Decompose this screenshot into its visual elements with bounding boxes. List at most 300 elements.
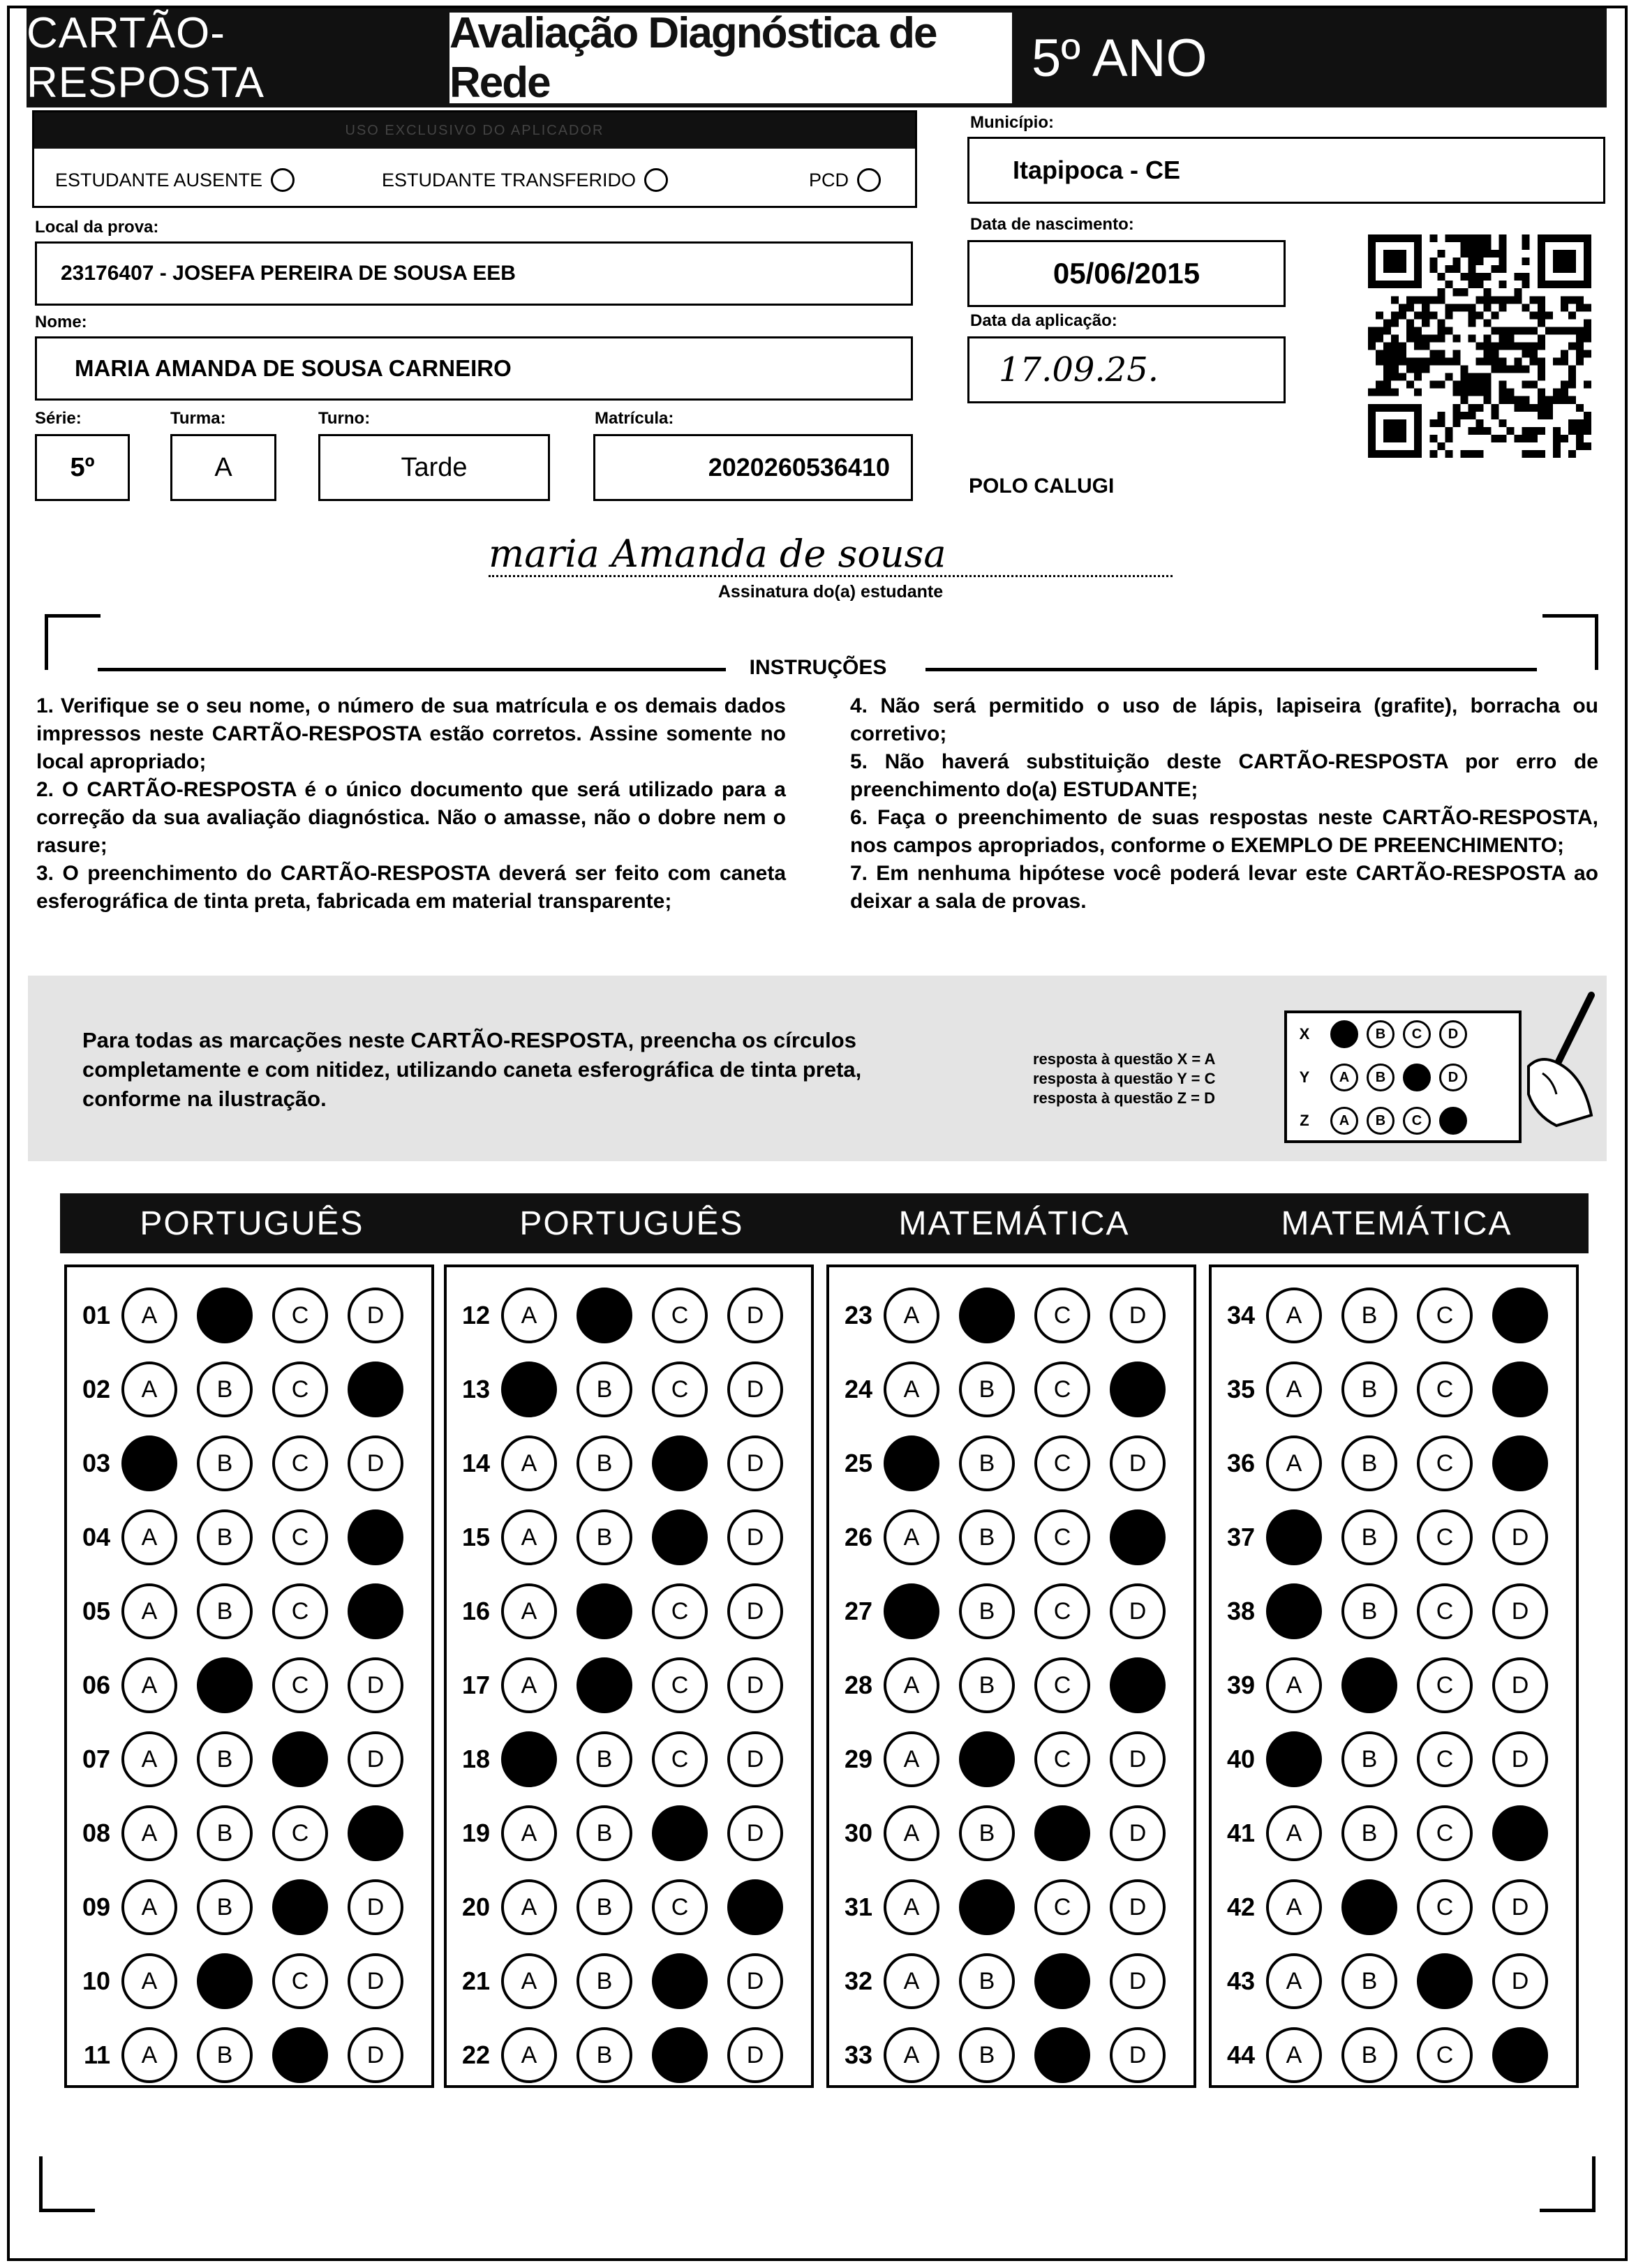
header-exam-name: Avaliação Diagnóstica de Rede: [449, 13, 1012, 103]
question-number: 15: [461, 1523, 490, 1551]
answer-bubble-a[interactable]: A: [121, 1361, 177, 1417]
answer-bubble-b[interactable]: B: [577, 1805, 632, 1861]
answer-bubble-c[interactable]: C: [272, 1509, 328, 1565]
answer-bubble-c[interactable]: [272, 1731, 328, 1787]
answer-bubble-d[interactable]: [348, 1361, 403, 1417]
answer-bubble-d[interactable]: [348, 1509, 403, 1565]
signature-label: Assinatura do(a) estudante: [717, 582, 944, 602]
answer-bubble-c[interactable]: C: [272, 1953, 328, 2009]
answer-bubble-a[interactable]: A: [121, 1509, 177, 1565]
aplicacao-value: 17.09.25.: [999, 350, 1159, 389]
frame-corner-bl: [39, 2156, 95, 2212]
answer-bubble-d[interactable]: D: [1492, 1879, 1548, 1935]
answer-bubble-a[interactable]: A: [1266, 1805, 1322, 1861]
answer-bubble-a[interactable]: A: [501, 1953, 557, 2009]
example-row-label: Z: [1300, 1112, 1309, 1129]
example-caption-z: resposta à questão Z = D: [1033, 1089, 1216, 1107]
answer-bubble-d[interactable]: D: [727, 1288, 783, 1343]
example-bubble-d: D: [1439, 1020, 1467, 1048]
question-number: 21: [461, 1967, 490, 1995]
answer-bubble-d[interactable]: [1492, 1288, 1548, 1343]
transferred-bubble[interactable]: [644, 168, 668, 192]
instruction-7: 7. Em nenhuma hipótese você poderá levar este CARTÃO-RESPOSTA ao deixar a sala de provas.: [850, 862, 1598, 913]
question-row: [67, 1358, 431, 1421]
question-number: 12: [461, 1301, 490, 1329]
answer-bubble-b[interactable]: B: [197, 1583, 253, 1639]
question-number: 30: [844, 1819, 872, 1847]
question-number: 29: [844, 1745, 872, 1773]
answer-bubble-a[interactable]: A: [121, 1583, 177, 1639]
municipio-value: Itapipoca - CE: [1013, 156, 1181, 184]
answer-bubble-d[interactable]: [1492, 2027, 1548, 2083]
question-number: 06: [82, 1671, 110, 1699]
nome-label: Nome:: [35, 313, 87, 331]
answer-bubble-a[interactable]: A: [121, 1879, 177, 1935]
absent-bubble[interactable]: [271, 168, 295, 192]
question-row: [447, 1654, 811, 1717]
question-number: 14: [461, 1449, 490, 1477]
answer-bubble-a[interactable]: A: [121, 1953, 177, 2009]
answer-bubble-c[interactable]: C: [652, 1879, 708, 1935]
answer-bubble-c[interactable]: C: [1417, 1657, 1473, 1713]
question-number: 44: [1226, 2041, 1255, 2069]
answer-bubble-a[interactable]: A: [501, 1657, 557, 1713]
answer-bubble-b[interactable]: [1341, 1879, 1397, 1935]
question-row: [1212, 1654, 1576, 1717]
answer-bubble-b[interactable]: B: [1341, 1435, 1397, 1491]
answer-bubble-c[interactable]: C: [652, 1361, 708, 1417]
nome-value: MARIA AMANDA DE SOUSA CARNEIRO: [75, 355, 512, 381]
matricula-label: Matrícula:: [595, 409, 674, 428]
question-row: [67, 1950, 431, 2013]
question-row: [67, 1580, 431, 1643]
answer-bubble-d[interactable]: D: [348, 1731, 403, 1787]
question-number: 01: [82, 1301, 110, 1329]
answer-bubble-c[interactable]: C: [272, 1657, 328, 1713]
answer-bubble-c[interactable]: C: [652, 1657, 708, 1713]
question-row: [829, 1802, 1193, 1865]
answer-bubble-b[interactable]: B: [959, 1657, 1015, 1713]
matricula-value: 2020260536410: [708, 453, 890, 482]
answer-bubble-b[interactable]: B: [959, 1435, 1015, 1491]
answer-bubble-d[interactable]: D: [1492, 1657, 1548, 1713]
question-number: 13: [461, 1375, 490, 1403]
answer-bubble-d[interactable]: D: [348, 1288, 403, 1343]
answer-bubble-c[interactable]: C: [272, 1288, 328, 1343]
answer-bubble-a[interactable]: [1266, 1583, 1322, 1639]
question-row: [1212, 2024, 1576, 2087]
question-row: [829, 1950, 1193, 2013]
header-title: CARTÃO-RESPOSTA: [27, 9, 265, 107]
answer-bubble-d[interactable]: D: [1110, 1288, 1166, 1343]
answer-bubble-a[interactable]: [884, 1583, 939, 1639]
answer-bubble-a[interactable]: A: [1266, 1657, 1322, 1713]
answer-bubble-b[interactable]: [577, 1583, 632, 1639]
answer-bubble-c[interactable]: C: [272, 1361, 328, 1417]
answer-bubble-a[interactable]: A: [884, 1657, 939, 1713]
answer-bubble-c[interactable]: [1034, 1953, 1090, 2009]
answer-bubble-a[interactable]: A: [121, 1288, 177, 1343]
example-bubble-a: A: [1330, 1107, 1358, 1135]
question-number: 24: [844, 1375, 872, 1403]
answer-bubble-c[interactable]: [652, 1805, 708, 1861]
answer-bubble-b[interactable]: B: [197, 1435, 253, 1491]
answer-bubble-b[interactable]: B: [959, 1805, 1015, 1861]
question-row: [829, 1432, 1193, 1495]
answer-bubble-a[interactable]: A: [501, 2027, 557, 2083]
answer-bubble-c[interactable]: C: [1417, 2027, 1473, 2083]
answer-bubble-a[interactable]: A: [1266, 1435, 1322, 1491]
answer-bubble-a[interactable]: A: [501, 1879, 557, 1935]
answer-bubble-d[interactable]: D: [1492, 1509, 1548, 1565]
section-title: MATEMÁTICA: [1205, 1193, 1589, 1253]
question-number: 08: [82, 1819, 110, 1847]
answer-bubble-a[interactable]: A: [884, 1361, 939, 1417]
answer-bubble-c[interactable]: C: [272, 1805, 328, 1861]
example-bubble-c: [1403, 1064, 1431, 1091]
answer-bubble-a[interactable]: A: [501, 1509, 557, 1565]
answer-column: [444, 1264, 814, 2088]
instructions-rule-right: [925, 668, 1537, 671]
question-number: 16: [461, 1597, 490, 1625]
answer-bubble-c[interactable]: C: [1034, 1435, 1090, 1491]
absent-option[interactable]: [55, 168, 295, 192]
answer-bubble-d[interactable]: D: [727, 1657, 783, 1713]
answer-bubble-d[interactable]: D: [1492, 1583, 1548, 1639]
question-row: [447, 1728, 811, 1791]
question-row: [829, 1580, 1193, 1643]
answer-bubble-c[interactable]: [652, 1953, 708, 2009]
answer-bubble-a[interactable]: [1266, 1731, 1322, 1787]
answer-bubble-c[interactable]: C: [1417, 1288, 1473, 1343]
answer-bubble-c[interactable]: [652, 2027, 708, 2083]
answer-bubble-d[interactable]: D: [1110, 1731, 1166, 1787]
question-row: [67, 1432, 431, 1495]
answer-bubble-b[interactable]: B: [959, 2027, 1015, 2083]
example-bubble-d: D: [1439, 1064, 1467, 1091]
answer-bubble-d[interactable]: D: [727, 1583, 783, 1639]
nascimento-value: 05/06/2015: [1053, 257, 1200, 290]
question-number: 09: [82, 1893, 110, 1921]
pcd-option[interactable]: [809, 168, 881, 192]
answer-bubble-b[interactable]: B: [197, 1509, 253, 1565]
answer-bubble-d[interactable]: D: [1110, 1953, 1166, 2009]
answer-bubble-b[interactable]: B: [1341, 2027, 1397, 2083]
question-number: 11: [83, 2041, 110, 2069]
answer-bubble-c[interactable]: C: [1034, 1509, 1090, 1565]
answer-bubble-b[interactable]: B: [577, 1509, 632, 1565]
applicator-title: USO EXCLUSIVO DO APLICADOR: [34, 112, 915, 149]
answer-bubble-b[interactable]: B: [959, 1583, 1015, 1639]
turno-label: Turno:: [318, 409, 371, 428]
answer-bubble-d[interactable]: D: [727, 1509, 783, 1565]
aplicacao-field: [967, 336, 1286, 403]
aplicacao-label: Data da aplicação:: [970, 311, 1117, 330]
answer-bubble-a[interactable]: A: [884, 1509, 939, 1565]
answer-bubble-b[interactable]: [577, 1288, 632, 1343]
answer-bubble-d[interactable]: D: [727, 1361, 783, 1417]
answer-bubble-b[interactable]: B: [1341, 1509, 1397, 1565]
answer-bubble-a[interactable]: A: [884, 1879, 939, 1935]
answer-bubble-a[interactable]: A: [121, 1805, 177, 1861]
question-row: [1212, 1432, 1576, 1495]
question-number: 26: [844, 1523, 872, 1551]
answer-bubble-d[interactable]: [727, 1879, 783, 1935]
pcd-label: PCD: [809, 169, 849, 191]
municipio-field: [967, 137, 1605, 204]
answer-bubble-c[interactable]: [272, 1879, 328, 1935]
header-bar: [27, 8, 1607, 107]
answer-bubble-b[interactable]: B: [577, 1435, 632, 1491]
answer-bubble-a[interactable]: [884, 1435, 939, 1491]
turno-field: [318, 434, 550, 501]
question-row: [67, 1728, 431, 1791]
answer-bubble-d[interactable]: [348, 1805, 403, 1861]
answer-bubble-c[interactable]: C: [652, 1288, 708, 1343]
matricula-field: [593, 434, 913, 501]
answer-bubble-a[interactable]: A: [884, 1953, 939, 2009]
question-row: [447, 1876, 811, 1939]
question-row: [829, 1358, 1193, 1421]
transferred-option[interactable]: [382, 168, 668, 192]
answer-bubble-c[interactable]: C: [1417, 1879, 1473, 1935]
answer-bubble-c[interactable]: [1034, 2027, 1090, 2083]
pcd-bubble[interactable]: [857, 168, 881, 192]
answer-bubble-c[interactable]: C: [1417, 1805, 1473, 1861]
answer-bubble-c[interactable]: [1034, 1805, 1090, 1861]
answer-bubble-d[interactable]: D: [348, 1657, 403, 1713]
answer-bubble-a[interactable]: A: [1266, 1361, 1322, 1417]
answer-bubble-c[interactable]: C: [1034, 1657, 1090, 1713]
instruction-6: 6. Faça o preenchimento de suas respostas neste CARTÃO-RESPOSTA, nos campos apropriados, conforme o EXEMPLO DE PREENCHIMENTO;: [850, 806, 1598, 857]
answer-bubble-d[interactable]: [1492, 1805, 1548, 1861]
answer-bubble-d[interactable]: D: [727, 2027, 783, 2083]
answer-bubble-c[interactable]: C: [1417, 1509, 1473, 1565]
answer-bubble-d[interactable]: D: [727, 1435, 783, 1491]
polo-label: POLO CALUGI: [969, 475, 1115, 498]
answer-bubble-b[interactable]: B: [1341, 1731, 1397, 1787]
section-title: MATEMÁTICA: [822, 1193, 1206, 1253]
question-row: [1212, 1728, 1576, 1791]
answer-bubble-c[interactable]: C: [1034, 1731, 1090, 1787]
answer-bubble-a[interactable]: A: [121, 1731, 177, 1787]
answer-bubble-c[interactable]: C: [1034, 1288, 1090, 1343]
answer-bubble-a[interactable]: [501, 1731, 557, 1787]
answer-bubble-b[interactable]: B: [1341, 1288, 1397, 1343]
question-number: 10: [82, 1967, 110, 1995]
answer-bubble-d[interactable]: [1492, 1361, 1548, 1417]
answer-bubble-b[interactable]: [959, 1731, 1015, 1787]
answer-bubble-c[interactable]: [272, 2027, 328, 2083]
question-row: [829, 1654, 1193, 1717]
answer-bubble-b[interactable]: B: [959, 1509, 1015, 1565]
answer-bubble-d[interactable]: D: [1110, 1879, 1166, 1935]
answer-bubble-b[interactable]: B: [577, 1731, 632, 1787]
answer-bubble-b[interactable]: [1341, 1657, 1397, 1713]
answer-bubble-d[interactable]: D: [727, 1805, 783, 1861]
answer-bubble-b[interactable]: B: [197, 1731, 253, 1787]
answer-bubble-d[interactable]: D: [1110, 1435, 1166, 1491]
answer-bubble-b[interactable]: [197, 1953, 253, 2009]
answer-bubble-a[interactable]: [1266, 1509, 1322, 1565]
answer-bubble-c[interactable]: C: [272, 1583, 328, 1639]
question-row: [447, 1506, 811, 1569]
turma-field: [170, 434, 276, 501]
question-number: 23: [844, 1301, 872, 1329]
answer-bubble-d[interactable]: D: [1110, 1583, 1166, 1639]
answer-bubble-a[interactable]: [121, 1435, 177, 1491]
answer-column: [1209, 1264, 1579, 2088]
answer-bubble-a[interactable]: A: [884, 1731, 939, 1787]
answer-bubble-b[interactable]: B: [1341, 1805, 1397, 1861]
student-signature: maria Amanda de sousa: [489, 532, 946, 576]
answer-bubble-c[interactable]: C: [1417, 1361, 1473, 1417]
question-number: 19: [461, 1819, 490, 1847]
question-row: [447, 2024, 811, 2087]
answer-bubble-b[interactable]: B: [197, 1805, 253, 1861]
example-bubble-c: C: [1403, 1107, 1431, 1135]
answer-bubble-c[interactable]: C: [652, 1583, 708, 1639]
answer-bubble-a[interactable]: A: [121, 1657, 177, 1713]
section-title: PORTUGUÊS: [440, 1193, 824, 1253]
question-row: [1212, 1950, 1576, 2013]
answer-bubble-c[interactable]: C: [1417, 1583, 1473, 1639]
answer-bubble-b[interactable]: B: [197, 2027, 253, 2083]
question-row: [1212, 1580, 1576, 1643]
answer-bubble-c[interactable]: C: [1034, 1583, 1090, 1639]
absent-label: ESTUDANTE AUSENTE: [55, 169, 263, 191]
answer-bubble-b[interactable]: B: [1341, 1953, 1397, 2009]
signature-line: [489, 575, 1173, 577]
answer-bubble-c[interactable]: [1417, 1953, 1473, 2009]
answer-bubble-a[interactable]: A: [1266, 1288, 1322, 1343]
answer-bubble-c[interactable]: [652, 1435, 708, 1491]
answer-bubble-d[interactable]: D: [1110, 2027, 1166, 2083]
example-row-x: [1287, 1013, 1519, 1055]
answer-bubble-d[interactable]: [1492, 1435, 1548, 1491]
answer-bubble-b[interactable]: B: [197, 1361, 253, 1417]
question-row: [1212, 1358, 1576, 1421]
question-number: 39: [1226, 1671, 1255, 1699]
answer-bubble-c[interactable]: C: [1034, 1879, 1090, 1935]
answer-bubble-b[interactable]: [959, 1879, 1015, 1935]
question-number: 35: [1226, 1375, 1255, 1403]
answer-bubble-d[interactable]: D: [727, 1953, 783, 2009]
answer-bubble-a[interactable]: [501, 1361, 557, 1417]
example-bubble-b: B: [1367, 1107, 1395, 1135]
answer-bubble-b[interactable]: B: [1341, 1583, 1397, 1639]
answer-bubble-a[interactable]: A: [1266, 2027, 1322, 2083]
answer-bubble-d[interactable]: D: [348, 2027, 403, 2083]
answer-bubble-d[interactable]: [348, 1583, 403, 1639]
answer-bubble-b[interactable]: B: [577, 2027, 632, 2083]
turma-label: Turma:: [170, 409, 226, 428]
answer-bubble-a[interactable]: A: [501, 1435, 557, 1491]
answer-bubble-d[interactable]: D: [1492, 1731, 1548, 1787]
example-bubble-a: [1330, 1020, 1358, 1048]
answer-bubble-a[interactable]: A: [501, 1288, 557, 1343]
fill-example: [28, 976, 1607, 1161]
answer-bubble-b[interactable]: B: [197, 1879, 253, 1935]
answer-bubble-a[interactable]: A: [501, 1583, 557, 1639]
answer-bubble-d[interactable]: D: [1492, 1953, 1548, 2009]
answer-bubble-d[interactable]: [1110, 1361, 1166, 1417]
answer-bubble-a[interactable]: A: [1266, 1953, 1322, 2009]
answer-bubble-b[interactable]: [197, 1288, 253, 1343]
answer-bubble-c[interactable]: C: [652, 1731, 708, 1787]
question-number: 33: [844, 2041, 872, 2069]
question-row: [447, 1358, 811, 1421]
example-caption-y: resposta à questão Y = C: [1033, 1070, 1216, 1087]
answer-column: [64, 1264, 434, 2088]
question-number: 17: [461, 1671, 490, 1699]
answer-bubble-d[interactable]: [1110, 1509, 1166, 1565]
answer-bubble-b[interactable]: B: [1341, 1361, 1397, 1417]
question-number: 41: [1226, 1819, 1255, 1847]
question-row: [447, 1432, 811, 1495]
example-row-label: X: [1299, 1025, 1310, 1043]
answer-bubble-b[interactable]: B: [577, 1953, 632, 2009]
answer-bubble-d[interactable]: D: [348, 1435, 403, 1491]
answer-bubble-c[interactable]: [652, 1509, 708, 1565]
question-row: [447, 1950, 811, 2013]
answer-bubble-b[interactable]: [197, 1657, 253, 1713]
answer-bubble-c[interactable]: C: [1417, 1731, 1473, 1787]
instruction-3: 3. O preenchimento do CARTÃO-RESPOSTA deverá ser feito com caneta esferográfica de tinta preta, fabricada em material transparente;: [36, 862, 786, 913]
nascimento-field: [967, 240, 1286, 307]
instruction-5: 5. Não haverá substituição deste CARTÃO-RESPOSTA por erro de preenchimento do(a) ESTUDANTE;: [850, 750, 1598, 801]
answer-bubble-a[interactable]: A: [501, 1805, 557, 1861]
qr-code-icon: [1368, 234, 1591, 458]
answer-bubble-b[interactable]: B: [959, 1361, 1015, 1417]
question-number: 22: [461, 2041, 490, 2069]
answer-bubble-c[interactable]: C: [272, 1435, 328, 1491]
question-row: [829, 1506, 1193, 1569]
question-row: [67, 2024, 431, 2087]
question-number: 43: [1226, 1967, 1255, 1995]
question-number: 05: [82, 1597, 110, 1625]
answer-bubble-a[interactable]: A: [884, 2027, 939, 2083]
question-number: 02: [82, 1375, 110, 1403]
answer-bubble-b[interactable]: [959, 1288, 1015, 1343]
question-number: 03: [82, 1449, 110, 1477]
answer-bubble-b[interactable]: [577, 1657, 632, 1713]
answer-bubble-b[interactable]: B: [577, 1879, 632, 1935]
serie-field: [35, 434, 130, 501]
answer-bubble-d[interactable]: D: [727, 1731, 783, 1787]
answer-bubble-a[interactable]: A: [884, 1288, 939, 1343]
answer-bubble-b[interactable]: B: [959, 1953, 1015, 2009]
answer-bubble-d[interactable]: D: [1110, 1805, 1166, 1861]
hand-pen-icon: [1515, 990, 1598, 1129]
answer-bubble-d[interactable]: [1110, 1657, 1166, 1713]
question-number: 38: [1226, 1597, 1255, 1625]
question-row: [67, 1802, 431, 1865]
answer-bubble-c[interactable]: C: [1417, 1435, 1473, 1491]
question-row: [67, 1284, 431, 1347]
example-row-z: [1287, 1100, 1519, 1142]
answer-bubble-d[interactable]: D: [348, 1953, 403, 2009]
answer-bubble-b[interactable]: B: [577, 1361, 632, 1417]
answer-bubble-a[interactable]: A: [1266, 1879, 1322, 1935]
answer-bubble-a[interactable]: A: [884, 1805, 939, 1861]
answer-bubble-c[interactable]: C: [1034, 1361, 1090, 1417]
answer-bubble-d[interactable]: D: [348, 1879, 403, 1935]
instruction-1: 1. Verifique se o seu nome, o número de sua matrícula e os demais dados impressos neste CARTÃO-RESPOSTA estão corretos. Assine somente no local apropriado;: [36, 694, 786, 773]
question-number: 27: [844, 1597, 872, 1625]
turma-value: A: [214, 452, 232, 482]
answer-bubble-a[interactable]: A: [121, 2027, 177, 2083]
